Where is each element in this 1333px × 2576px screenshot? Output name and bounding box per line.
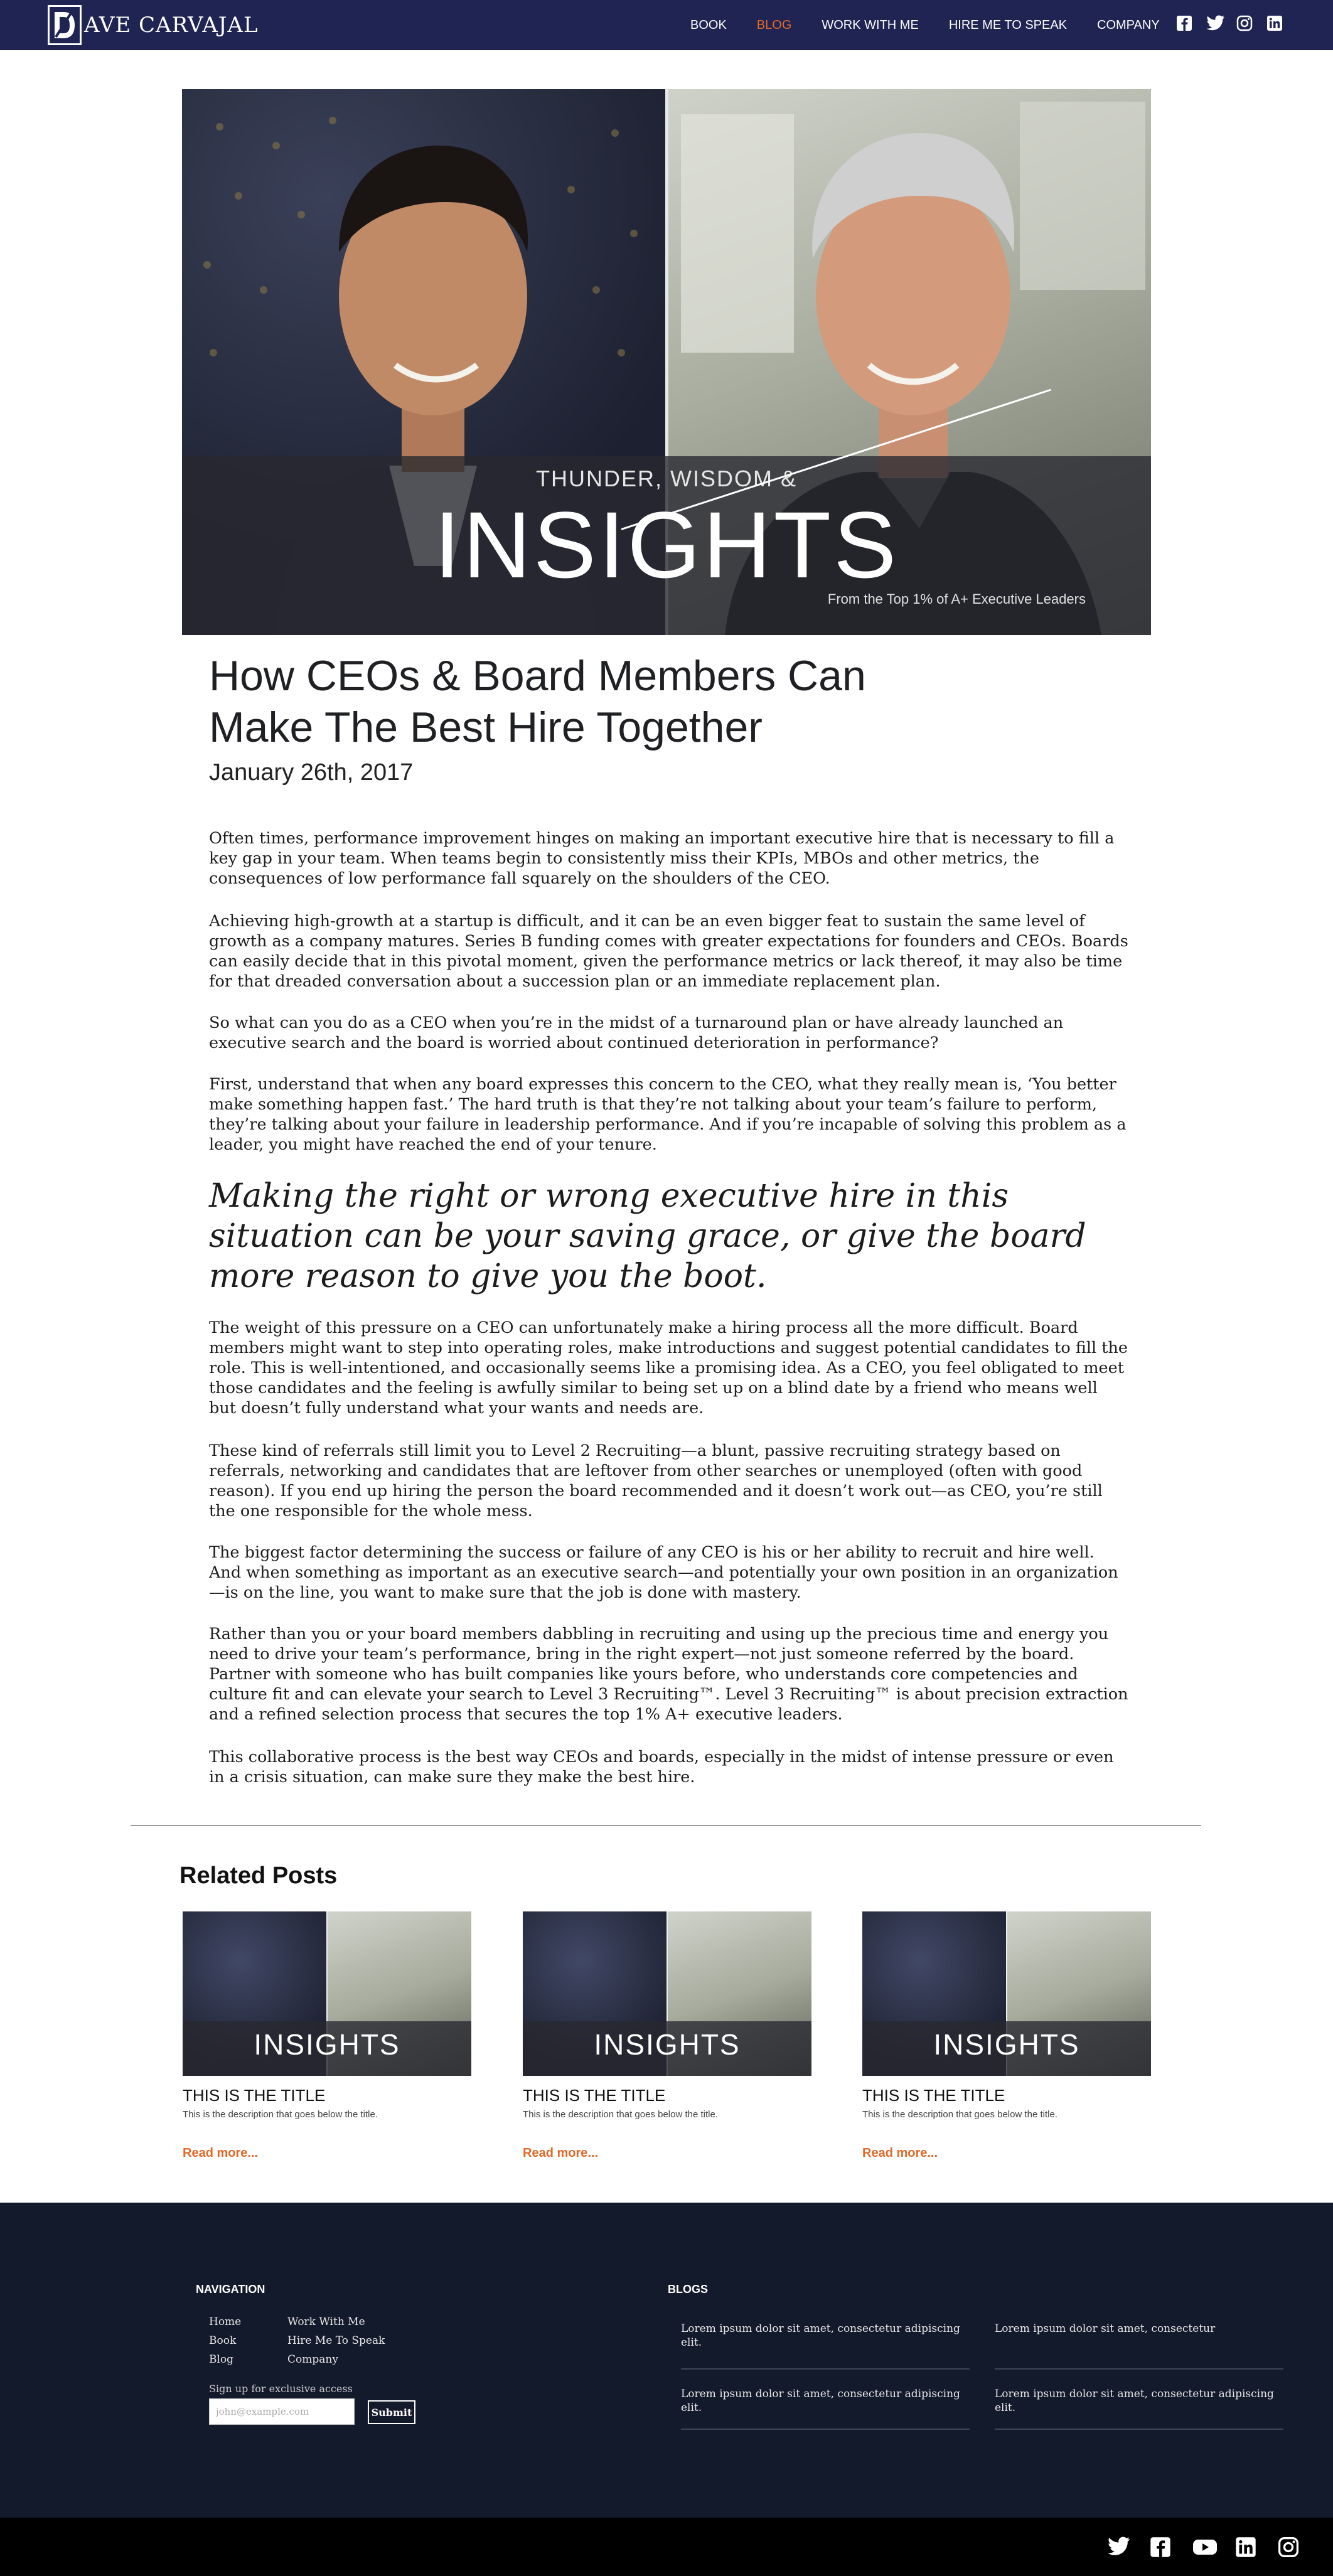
nav-company[interactable]: COMPANY — [1097, 18, 1160, 32]
read-more-link[interactable]: Read more... — [862, 2146, 938, 2160]
nav-book[interactable]: BOOK — [690, 18, 727, 32]
footer-blogs-heading: BLOGS — [668, 2283, 709, 2295]
nav-work-with-me[interactable]: WORK WITH ME — [822, 18, 919, 32]
main-nav — [690, 0, 1190, 50]
related-post-title[interactable]: THIS IS THE TITLE — [862, 2086, 1005, 2105]
twitter-icon[interactable] — [1206, 15, 1225, 34]
logo-text: AVE CARVAJAL — [84, 13, 259, 38]
hero-image — [182, 89, 1151, 635]
related-post-card[interactable] — [183, 1911, 471, 2161]
footer-blog-divider — [995, 2429, 1283, 2430]
linkedin-icon[interactable] — [1266, 15, 1285, 34]
facebook-icon[interactable] — [1150, 2536, 1174, 2559]
footer-link-book[interactable]: Book — [209, 2334, 237, 2347]
related-post-image[interactable] — [183, 1911, 471, 2076]
related-post-image-text: INSIGHTS — [254, 2028, 400, 2061]
signup-label: Sign up for exclusive access — [209, 2383, 353, 2395]
related-posts-heading: Related Posts — [179, 1863, 338, 1889]
article-paragraph: These kind of referrals still limit you to Level 2 Recruiting—a blunt, passive recruiting strategy based on referrals, networking and candidates that are leftover from other searches or unemployed (often with good reason). If you end up hiring the person the board recommended and it doesn’t work out—as CEO, you’re still the one responsible for the whole mess. — [209, 1441, 1103, 1520]
footer-blog-divider — [995, 2368, 1283, 2370]
article-paragraph: So what can you do as a CEO when you’re in the midst of a turnaround plan or have already launched an executive search and the board is worried about continued deterioration in performance? — [209, 1013, 1064, 1052]
twitter-icon[interactable] — [1107, 2536, 1131, 2559]
related-post-image-text: INSIGHTS — [594, 2028, 741, 2061]
footer-link-hire-me-to-speak[interactable]: Hire Me To Speak — [287, 2334, 385, 2347]
logo-mark-icon — [48, 5, 82, 45]
article-title: How CEOs & Board Members Can Make The Best Hire Together — [209, 652, 866, 751]
related-post-image-text: INSIGHTS — [933, 2028, 1080, 2061]
read-more-link[interactable]: Read more... — [523, 2146, 599, 2160]
submit-button[interactable]: Submit — [368, 2400, 415, 2424]
footer-link-blog[interactable]: Blog — [209, 2353, 234, 2366]
site-footer — [0, 2203, 1333, 2518]
footer-bottom-bar — [0, 2518, 1333, 2576]
footer-blog-divider — [681, 2429, 970, 2430]
pull-quote: Making the right or wrong executive hire in this situation can be your saving grace, or give the board more reason to give you the boot. — [209, 1177, 1086, 1295]
nav-blog[interactable]: BLOG — [756, 18, 792, 32]
hero-headline: INSIGHTS — [434, 492, 899, 597]
site-logo[interactable] — [48, 5, 259, 45]
related-post-image[interactable] — [523, 1911, 811, 2076]
footer-blog-link[interactable]: Lorem ipsum dolor sit amet, consectetur adipiscing elit. — [995, 2388, 1274, 2414]
instagram-icon[interactable] — [1278, 2536, 1302, 2559]
footer-link-company[interactable]: Company — [287, 2353, 338, 2366]
footer-blog-divider — [681, 2368, 970, 2370]
section-divider — [131, 1825, 1201, 1826]
footer-navigation-heading: NAVIGATION — [196, 2283, 265, 2295]
article-paragraph: This collaborative process is the best way CEOs and boards, especially in the midst of intense pressure or even in a crisis situation, can make sure they make the best hire. — [209, 1748, 1114, 1787]
email-input[interactable] — [209, 2398, 355, 2425]
hero-tagline: From the Top 1% of A+ Executive Leaders — [827, 591, 1086, 607]
article-paragraph: The biggest factor determining the success or failure of any CEO is his or her ability to recruit and hire well. And when something as important as an executive search—and potentially your own position in an organization—is on the line, you want to make sure that the job is done with mastery. — [209, 1543, 1118, 1602]
nav-hire-me-to-speak[interactable]: HIRE ME TO SPEAK — [948, 18, 1068, 32]
related-post-description: This is the description that goes below the title. — [862, 2109, 1058, 2120]
related-post-title[interactable]: THIS IS THE TITLE — [183, 2086, 326, 2105]
read-more-link[interactable]: Read more... — [183, 2146, 259, 2160]
article-paragraph: First, understand that when any board expresses this concern to the CEO, what they really mean is, ‘You better make something happen fast.’ The hard truth is that they’re not talking about your team’s failure to perform, they’re talking about your failure in leadership performance. And if you’re incapable of solving this problem as a leader, you might have reached the end of your tenure. — [209, 1075, 1127, 1154]
related-post-description: This is the description that goes below the title. — [183, 2109, 378, 2120]
related-post-image[interactable] — [862, 1911, 1151, 2076]
article-date: January 26th, 2017 — [209, 759, 414, 786]
youtube-icon[interactable] — [1192, 2536, 1216, 2559]
article-paragraph: Achieving high-growth at a startup is difficult, and it can be an even bigger feat to sustain the same level of growth as a company matures. Series B funding comes with greater expectations for founders and CEOs. Boards can easily decide that in this pivotal moment, given the performance metrics or lack thereof, it may also be time for that dreaded conversation about a succession plan or an immediate replacement plan. — [209, 912, 1128, 991]
footer-blog-link[interactable]: Lorem ipsum dolor sit amet, consectetur — [995, 2322, 1216, 2335]
related-post-description: This is the description that goes below the title. — [523, 2109, 719, 2120]
facebook-icon[interactable] — [1176, 15, 1195, 34]
hero-subtitle: THUNDER, WISDOM & — [536, 466, 797, 491]
related-post-card[interactable] — [523, 1911, 811, 2161]
top-navigation-bar — [0, 0, 1333, 50]
article-paragraph: The weight of this pressure on a CEO can unfortunately make a hiring process all the more difficult. Board members might want to step into operating roles, make introductions and suggest potential candidates to fill the role. This is well-intentioned, and occasionally seems like a promising idea. As a CEO, you feel obligated to meet those candidates and the feeling is awfully similar to being set up on a blind date by a friend who means well but doesn’t fully understand what your wants and needs are. — [209, 1318, 1128, 1418]
footer-blog-link[interactable]: Lorem ipsum dolor sit amet, consectetur adipiscing elit. — [681, 2388, 960, 2414]
footer-link-home[interactable]: Home — [209, 2316, 242, 2328]
related-post-card[interactable] — [862, 1911, 1151, 2161]
footer-social-links — [1107, 2536, 1302, 2559]
article-paragraph: Rather than you or your board members dabbling in recruiting and using up the precious time and energy you need to drive your team’s performance, bring in the right expert—not just someone referred by the board. Partner with someone who has built companies like yours before, who understands core competencies and culture fit and can elevate your search to Level 3 Recruiting™. Level 3 Recruiting™ is about precision extraction and a refined selection process that secures the top 1% A+ executive leaders. — [209, 1625, 1128, 1724]
article-paragraph: Often times, performance improvement hinges on making an important executive hire that is necessary to fill a key gap in your team. When teams begin to consistently miss their KPIs, MBOs and other metrics, the consequences of low performance fall squarely on the shoulders of the CEO. — [209, 829, 1115, 888]
related-post-title[interactable]: THIS IS THE TITLE — [523, 2086, 666, 2105]
header-social-links — [1176, 15, 1285, 34]
linkedin-icon[interactable] — [1235, 2536, 1259, 2559]
footer-link-work-with-me[interactable]: Work With Me — [287, 2316, 365, 2328]
instagram-icon[interactable] — [1236, 15, 1255, 34]
footer-blog-link[interactable]: Lorem ipsum dolor sit amet, consectetur adipiscing elit. — [681, 2322, 960, 2349]
